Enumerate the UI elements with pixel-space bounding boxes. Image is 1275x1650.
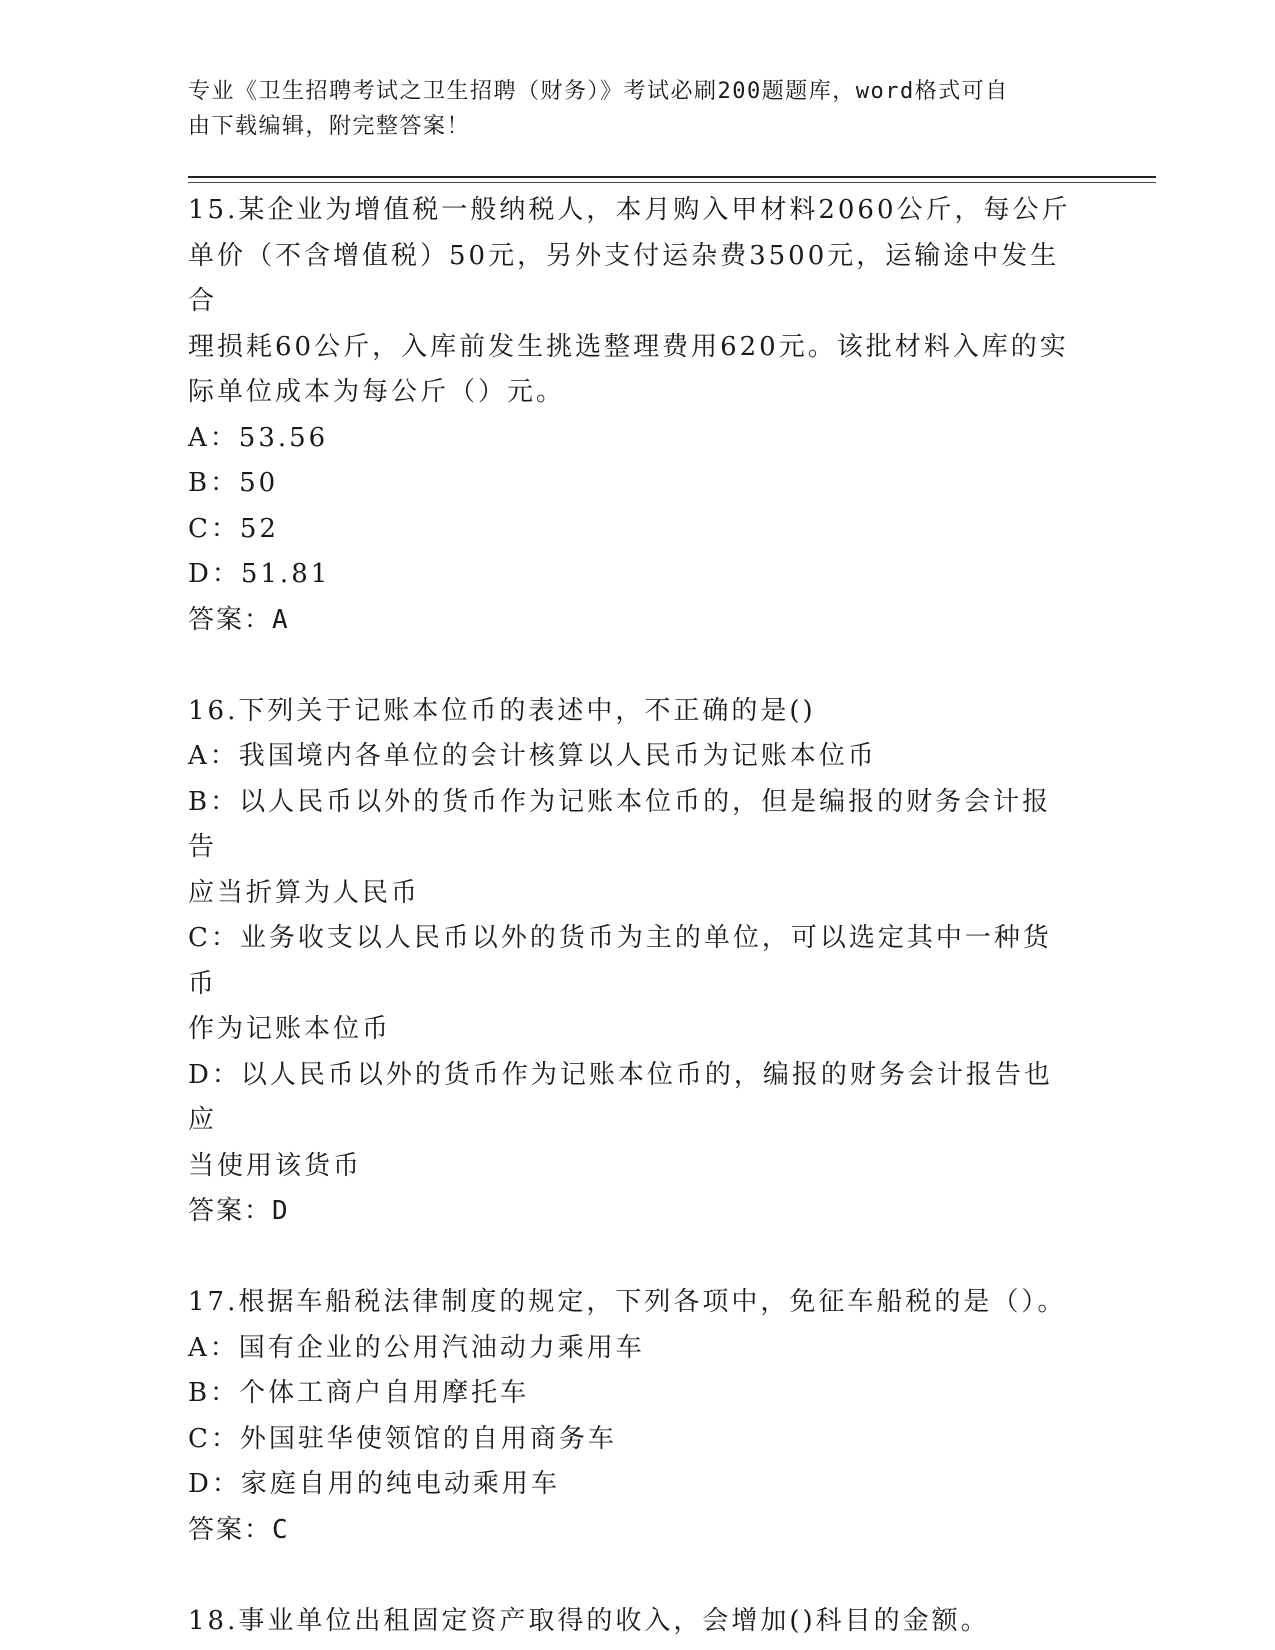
question-stem-line: 16.下列关于记账本位币的表述中，不正确的是() <box>188 695 816 726</box>
document-header <box>188 74 1088 144</box>
option-d: D：家庭自用的纯电动乘用车 <box>188 1469 560 1499</box>
header-divider-thin <box>188 182 1156 183</box>
option-c: C：外国驻华使领馆的自用商务车 <box>188 1423 617 1454</box>
answer-label: 答案： <box>188 1514 273 1545</box>
option-b-continued: 应当折算为人民币 <box>188 877 421 908</box>
answer-label: 答案： <box>188 1196 273 1226</box>
option-c-continued: 作为记账本位币 <box>188 1014 392 1044</box>
option-b: B：个体工商户自用摩托车 <box>188 1378 530 1408</box>
answer-line <box>188 1508 1078 1554</box>
option-a: A：我国境内各单位的会计核算以人民币为记账本位币 <box>188 741 877 771</box>
option-d: D：以人民币以外的货币作为记账本位币的，编报的财务会计报告也应 <box>188 1059 1053 1135</box>
question-list <box>188 188 1078 1644</box>
question-stem-line: 15.某企业为增值税一般纳税人，本月购入甲材料2060公斤，每公斤 <box>188 195 1071 225</box>
header-line-2: 由下载编辑，附完整答案！ <box>188 114 471 139</box>
spacer <box>188 643 1078 689</box>
question-stem-line: 17.根据车船税法律制度的规定，下列各项中，免征车船税的是（）。 <box>188 1287 1067 1317</box>
answer-key: C <box>272 1514 290 1545</box>
option-d: D：51.81 <box>188 559 331 589</box>
option-b: B：50 <box>188 468 279 498</box>
question-stem-line: 18.事业单位出租固定资产取得的收入，会增加()科目的金额。 <box>188 1605 990 1636</box>
option-b: B：以人民币以外的货币作为记账本位币的，但是编报的财务会计报告 <box>188 786 1052 862</box>
header-line-1: 专业《卫生招聘考试之卫生招聘（财务）》考试必刷200题题库，word格式可自 <box>188 79 1009 104</box>
answer-key: D <box>272 1196 290 1226</box>
option-c: C：52 <box>188 513 279 544</box>
answer-label: 答案： <box>188 604 273 635</box>
question-stem-line: 际单位成本为每公斤（）元。 <box>188 377 566 407</box>
option-a: A：国有企业的公用汽油动力乘用车 <box>188 1332 645 1363</box>
question-stem-line: 理损耗60公斤，入库前发生挑选整理费用620元。该批材料入库的实 <box>188 331 1069 362</box>
header-divider-thick <box>188 176 1156 178</box>
answer-line <box>188 1189 1078 1235</box>
option-c: C：业务收支以人民币以外的货币为主的单位，可以选定其中一种货币 <box>188 923 1052 999</box>
question-18 <box>188 1599 1078 1645</box>
question-16 <box>188 689 1078 1235</box>
question-17 <box>188 1280 1078 1553</box>
answer-line <box>188 598 1078 644</box>
option-a: A：53.56 <box>188 422 329 453</box>
spacer <box>188 1553 1078 1599</box>
question-stem-line: 单价（不含增值税）50元，另外支付运杂费3500元，运输途中发生合 <box>188 240 1060 316</box>
question-15 <box>188 188 1078 643</box>
spacer <box>188 1235 1078 1281</box>
option-d-continued: 当使用该货币 <box>188 1150 363 1181</box>
answer-key: A <box>272 604 290 635</box>
